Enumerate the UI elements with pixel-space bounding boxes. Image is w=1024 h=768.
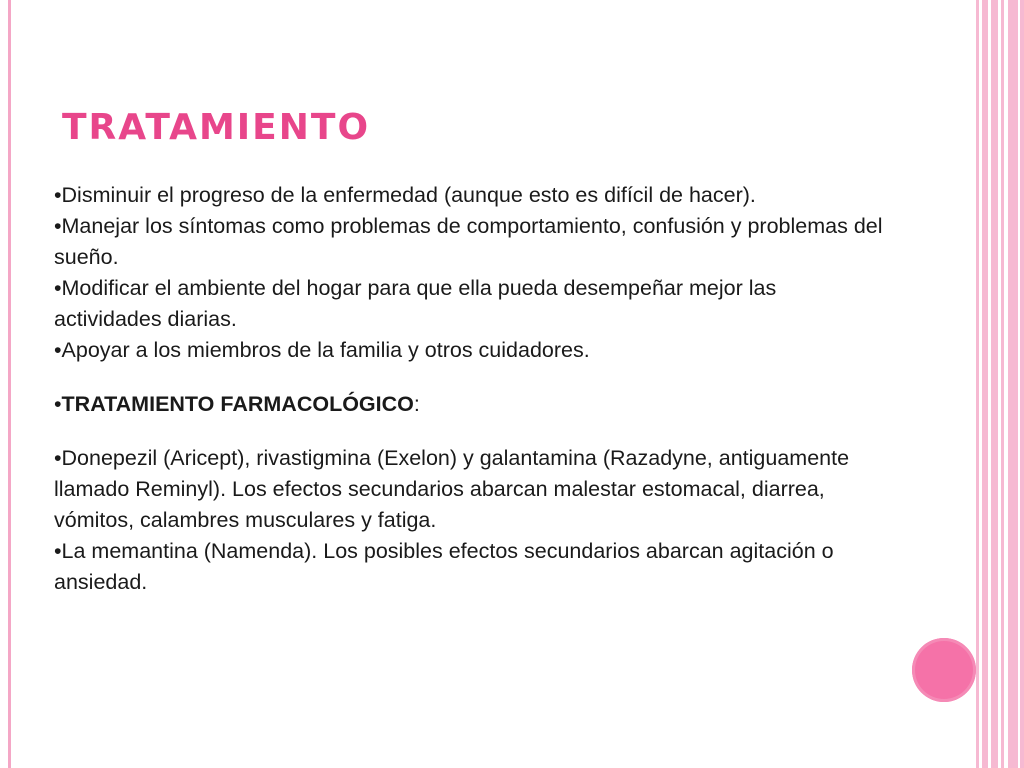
decorative-circle [912,638,976,702]
bullet-item: •Donepezil (Aricept), rivastigmina (Exelon) y galantamina (Razadyne, antiguamente llamado Reminyl). Los efectos secundarios abarcan malestar estomacal, diarrea, vómitos, calambres musculares y fatiga. [54,446,850,532]
bullet-item: •La memantina (Namenda). Los posibles efectos secundarios abarcan agitación o ansiedad. [54,539,834,594]
right-stripe [1001,0,1004,768]
bullet-item: •Modificar el ambiente del hogar para que ella pueda desempeñar mejor las actividades diarias. [54,276,777,331]
bullet-item: •Disminuir el progreso de la enfermedad (aunque esto es difícil de hacer). [54,183,756,207]
pharma-heading-suffix: : [413,392,420,416]
pharma-heading-bullet: • [54,392,62,416]
bullet-item: •Manejar los síntomas como problemas de comportamiento, confusión y problemas del sueño. [54,214,883,269]
bullet-item: •Apoyar a los miembros de la familia y otros cuidadores. [54,338,590,362]
spacer [54,366,884,389]
spacer [54,420,884,443]
pharma-heading [54,389,884,420]
right-stripe [991,0,998,768]
right-stripe [976,0,979,768]
slide-title: TRATAMIENTO [62,107,371,148]
right-stripe [982,0,988,768]
left-decorative-rule [8,0,11,768]
right-stripe [1020,0,1024,768]
slide-body [54,180,884,598]
right-stripe [1008,0,1018,768]
pharma-heading-text: TRATAMIENTO FARMACOLÓGICO [61,392,414,416]
